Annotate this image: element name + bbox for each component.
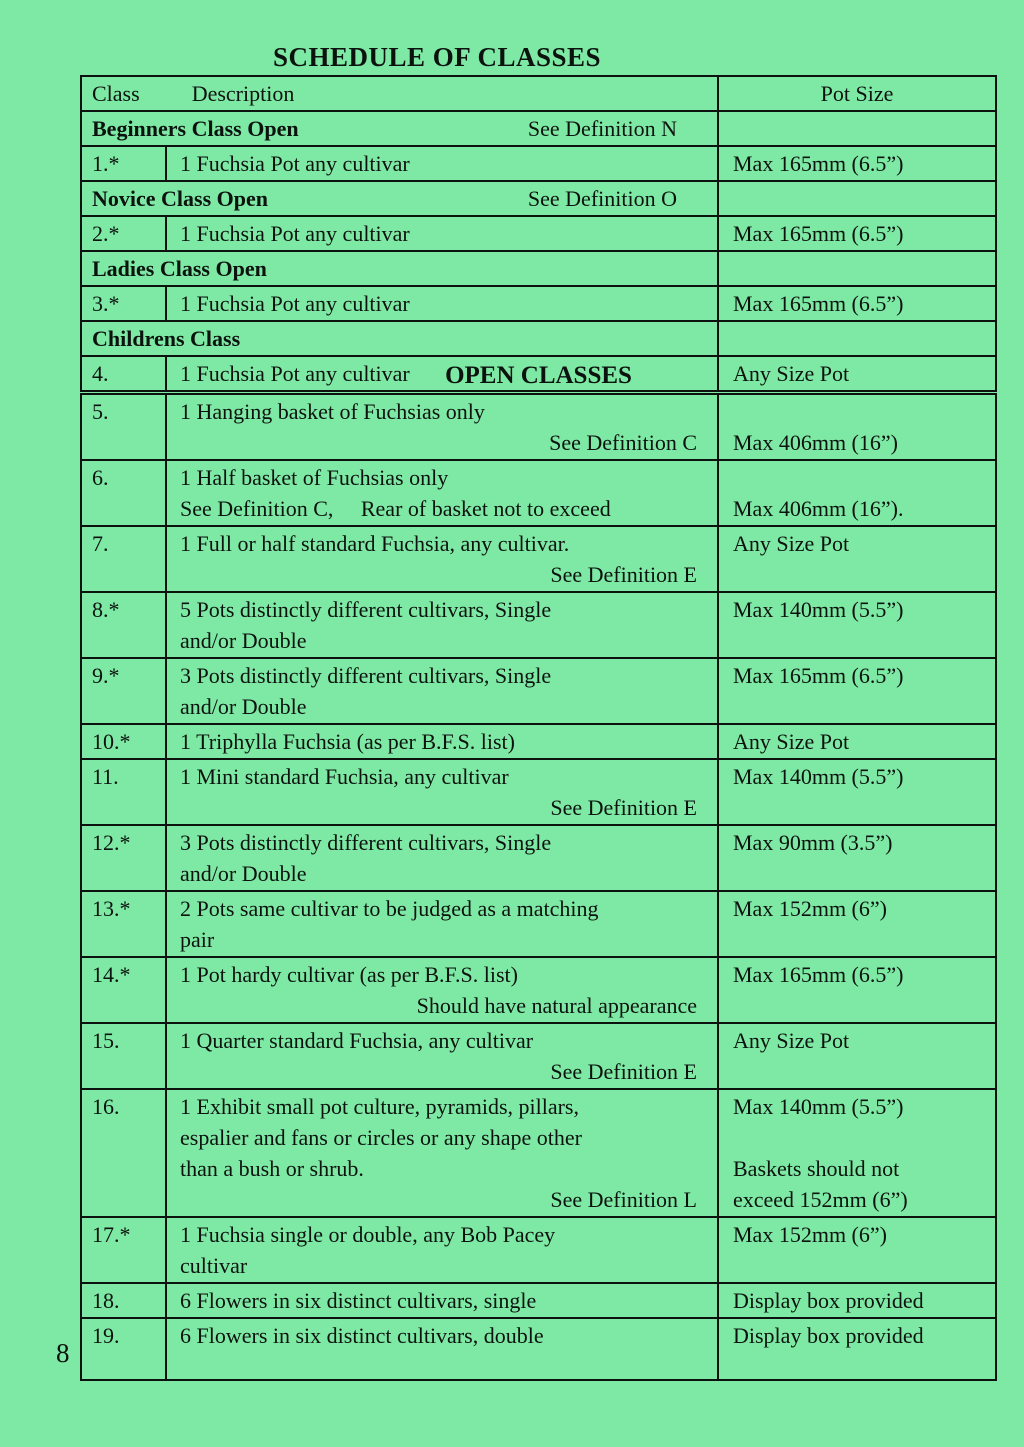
description-line: 2 Pots same cultivar to be judged as a matching (180, 896, 599, 921)
description-cell (166, 1023, 718, 1089)
class-number-cell: 7. (81, 526, 166, 592)
description-line: 1 Fuchsia Pot any cultivar (180, 291, 410, 316)
pot-size-line: Max 152mm (6”) (733, 1222, 887, 1247)
class-number-cell: 15. (81, 1023, 166, 1089)
description-cell (166, 1318, 718, 1380)
class-number-cell: 6. (81, 460, 166, 526)
class-number-cell: 18. (81, 1283, 166, 1318)
description-cell (166, 460, 718, 526)
description-line: 1 Hanging basket of Fuchsias only (180, 399, 485, 424)
classes-table-open-body (81, 394, 996, 1380)
pot-size-cell (718, 526, 996, 592)
description-cell (166, 1217, 718, 1283)
description-line: See Definition C, Rear of basket not to exceed (180, 496, 611, 521)
class-row (81, 1283, 996, 1318)
description-line: 1 Exhibit small pot culture, pyramids, pillars, (180, 1094, 579, 1119)
class-row (81, 957, 996, 1023)
class-number-cell: 1.* (81, 146, 166, 181)
pot-size-line: Max 165mm (6.5”) (733, 663, 904, 688)
description-cell (166, 146, 718, 181)
description-line: than a bush or shrub. (180, 1156, 364, 1181)
description-cell (166, 286, 718, 321)
description-line: 1 Triphylla Fuchsia (as per B.F.S. list) (180, 729, 515, 754)
section-title-cell (81, 251, 718, 286)
class-row (81, 759, 996, 825)
class-row (81, 825, 996, 891)
description-cell (166, 724, 718, 759)
description-line: 1 Mini standard Fuchsia, any cultivar (180, 764, 509, 789)
pot-size-cell (718, 1023, 996, 1089)
pot-size-line: Max 165mm (6.5”) (733, 151, 904, 176)
description-line: and/or Double (180, 694, 307, 719)
description-line: 6 Flowers in six distinct cultivars, single (180, 1288, 537, 1313)
section-label: Novice Class Open (92, 186, 268, 211)
description-line: Should have natural appearance (416, 993, 697, 1018)
section-title-cell (81, 181, 718, 216)
class-row (81, 1023, 996, 1089)
class-row (81, 592, 996, 658)
pot-size-line: exceed 152mm (6”) (733, 1187, 908, 1212)
pot-size-cell (718, 724, 996, 759)
pot-size-line: Max 165mm (6.5”) (733, 291, 904, 316)
description-cell (166, 394, 718, 460)
section-title-cell (81, 321, 718, 356)
pot-size-line: Max 165mm (6.5”) (733, 962, 904, 987)
description-cell (166, 891, 718, 957)
section-row (81, 251, 996, 286)
section-definition-note: See Definition N (527, 116, 677, 141)
description-cell (166, 825, 718, 891)
description-line: See Definition C (549, 430, 697, 455)
pot-size-cell (718, 658, 996, 724)
class-number-cell: 2.* (81, 216, 166, 251)
pot-size-line (733, 396, 989, 427)
description-cell (166, 1089, 718, 1217)
description-line: See Definition L (550, 1187, 697, 1212)
pot-size-cell-empty (718, 181, 996, 216)
description-line: 1 Quarter standard Fuchsia, any cultivar (180, 1028, 534, 1053)
class-number-cell: 13.* (81, 891, 166, 957)
pot-size-cell (718, 216, 996, 251)
pot-size-cell-empty (718, 251, 996, 286)
description-cell (166, 658, 718, 724)
pot-size-cell (718, 146, 996, 181)
class-number-cell: 17.* (81, 1217, 166, 1283)
description-line: 1 Fuchsia Pot any cultivar (180, 221, 410, 246)
pot-size-line: Max 90mm (3.5”) (733, 830, 893, 855)
pot-size-cell (718, 286, 996, 321)
description-line: 5 Pots distinctly different cultivars, Single (180, 597, 552, 622)
pot-size-cell (718, 891, 996, 957)
class-row (81, 460, 996, 526)
pot-size-cell (718, 1217, 996, 1283)
class-number-cell: 10.* (81, 724, 166, 759)
description-cell (166, 216, 718, 251)
description-line: See Definition E (550, 1059, 697, 1084)
pot-size-cell (718, 957, 996, 1023)
section-row (81, 321, 996, 356)
pot-size-cell (718, 592, 996, 658)
description-cell (166, 957, 718, 1023)
description-line: espalier and fans or circles or any shape other (180, 1125, 582, 1150)
pot-size-cell (718, 1089, 996, 1217)
description-cell (166, 526, 718, 592)
page-number: 8 (56, 1338, 70, 1368)
pot-size-line: Display box provided (733, 1288, 924, 1313)
class-number-cell: 8.* (81, 592, 166, 658)
section-row (81, 181, 996, 216)
class-number-cell: 3.* (81, 286, 166, 321)
pot-size-line (733, 1122, 989, 1153)
class-row (81, 216, 996, 251)
description-line: 6 Flowers in six distinct cultivars, double (180, 1323, 544, 1348)
section-title-cell (81, 111, 718, 146)
class-number-cell: 9.* (81, 658, 166, 724)
pot-size-cell (718, 1283, 996, 1318)
pot-size-cell (718, 460, 996, 526)
section-definition-note: See Definition O (527, 186, 677, 211)
description-cell (166, 759, 718, 825)
description-cell (166, 592, 718, 658)
description-line: and/or Double (180, 628, 307, 653)
classes-table-top (80, 75, 997, 392)
pot-size-cell (718, 825, 996, 891)
pot-size-cell (718, 394, 996, 460)
class-row (81, 286, 996, 321)
description-line: See Definition E (550, 795, 697, 820)
pot-size-line: Max 140mm (5.5”) (733, 597, 904, 622)
class-number-cell: 12.* (81, 825, 166, 891)
page-title: SCHEDULE OF CLASSES (272, 42, 602, 72)
section-label: Beginners Class Open (92, 116, 299, 141)
pot-size-line: Max 140mm (5.5”) (733, 1094, 904, 1119)
pot-size-cell (718, 1318, 996, 1380)
class-row (81, 658, 996, 724)
header-description-label: Description (191, 81, 295, 106)
header-class-label: Class (92, 81, 140, 106)
pot-size-line: Max 406mm (16”). (733, 496, 904, 521)
pot-size-line: Baskets should not (733, 1156, 900, 1181)
description-line: and/or Double (180, 861, 307, 886)
pot-size-line: Any Size Pot (733, 531, 850, 556)
header-pot-size-cell: Pot Size (718, 76, 996, 111)
description-cell (166, 1283, 718, 1318)
class-number-cell: 16. (81, 1089, 166, 1217)
section-row (81, 111, 996, 146)
open-classes-heading: OPEN CLASSES (445, 362, 632, 389)
class-number-cell: 11. (81, 759, 166, 825)
pot-size-cell (718, 759, 996, 825)
description-line: cultivar (180, 1253, 248, 1278)
description-line: 1 Fuchsia single or double, any Bob Pacey (180, 1222, 556, 1247)
pot-size-cell-empty (718, 111, 996, 146)
class-row (81, 526, 996, 592)
class-number-cell: 19. (81, 1318, 166, 1380)
description-line: 1 Fuchsia Pot any cultivar (180, 151, 410, 176)
description-line: 1 Full or half standard Fuchsia, any cultivar. (180, 531, 570, 556)
description-line: 1 Fuchsia Pot any cultivar (180, 361, 410, 386)
class-row (81, 1217, 996, 1283)
class-row (81, 891, 996, 957)
pot-size-line: Max 406mm (16”) (733, 430, 898, 455)
header-row (81, 76, 996, 111)
pot-size-line: Max 152mm (6”) (733, 896, 887, 921)
description-line: 1 Half basket of Fuchsias only (180, 465, 449, 490)
class-row (81, 146, 996, 181)
description-line: 3 Pots distinctly different cultivars, Single (180, 663, 552, 688)
class-number-cell: 4. (81, 356, 166, 391)
class-row (81, 1318, 996, 1380)
pot-size-line: Max 165mm (6.5”) (733, 221, 904, 246)
pot-size-line: Any Size Pot (733, 361, 850, 386)
section-label: Childrens Class (92, 326, 241, 351)
class-row (81, 1089, 996, 1217)
classes-table-top-body (81, 76, 996, 391)
description-line: See Definition E (550, 562, 697, 587)
description-line: pair (180, 927, 215, 952)
class-row (81, 724, 996, 759)
description-line: 3 Pots distinctly different cultivars, Single (180, 830, 552, 855)
section-label: Ladies Class Open (92, 256, 267, 281)
description-line: 1 Pot hardy cultivar (as per B.F.S. list) (180, 962, 518, 987)
pot-size-line (733, 462, 989, 493)
class-number-cell: 14.* (81, 957, 166, 1023)
pot-size-line: Any Size Pot (733, 729, 850, 754)
pot-size-line: Any Size Pot (733, 1028, 850, 1053)
class-number-cell: 5. (81, 394, 166, 460)
header-class-description-cell (81, 76, 718, 111)
classes-table-open (80, 393, 997, 1381)
pot-size-cell-empty (718, 321, 996, 356)
pot-size-line: Display box provided (733, 1323, 924, 1348)
class-row (81, 394, 996, 460)
pot-size-line: Max 140mm (5.5”) (733, 764, 904, 789)
